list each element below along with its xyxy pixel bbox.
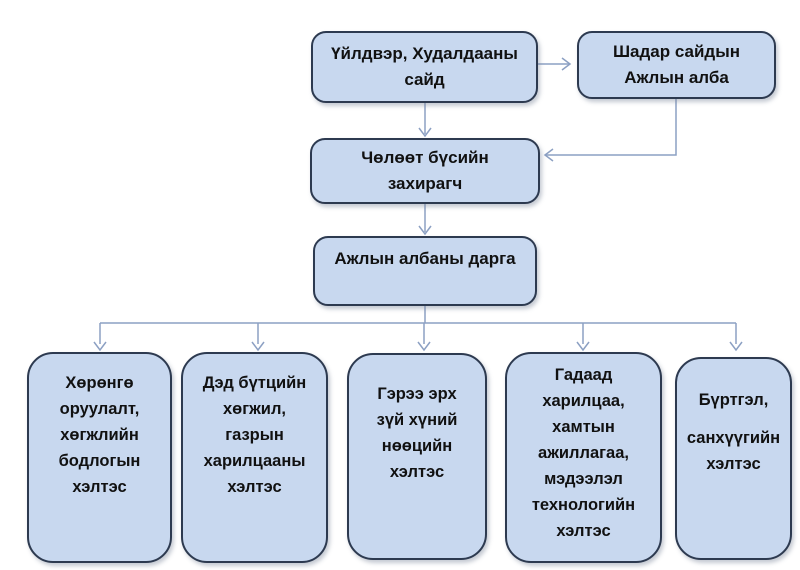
node-infrastructure-dept: Дэд бүтцийн хөгжил, газрын харилцааны хэлтэс bbox=[181, 352, 328, 563]
node-legal-hr-dept: Гэрээ эрх зүй хүний нөөцийн хэлтэс bbox=[347, 353, 487, 560]
node-deputy-minister-office bbox=[577, 31, 776, 99]
node-free-zone-governor bbox=[310, 138, 540, 204]
node-foreign-relations-dept: Гадаад харилцаа, хамтын ажиллагаа, мэдээлэл технологийн хэлтэс bbox=[505, 352, 662, 563]
node-investment-dept: Хөрөнгө оруулалт, хөгжлийн бодлогын хэлтэс bbox=[27, 352, 172, 563]
node-minister-line: Үйлдвэр, Худалдааны bbox=[331, 44, 518, 63]
node-governor-line: Чөлөөт бүсийн bbox=[361, 148, 489, 167]
node-registration-finance-dept: Бүртгэл, санхүүгийн хэлтэс bbox=[675, 357, 792, 560]
node-minister-line: сайд bbox=[404, 70, 445, 89]
node-governor-line: захирагч bbox=[387, 174, 463, 193]
arrow-minister-to-governor bbox=[419, 103, 431, 136]
node-office-head bbox=[313, 236, 537, 306]
node-office-head-line: Ажлын албаны дарга bbox=[334, 249, 516, 268]
node-minister bbox=[311, 31, 538, 103]
arrow-office-head-to-departments bbox=[94, 306, 742, 350]
arrow-deputy-office-to-governor bbox=[545, 99, 676, 161]
node-deputy-office-line: Ажлын алба bbox=[624, 68, 729, 87]
arrow-governor-to-office-head bbox=[419, 204, 431, 234]
node-deputy-office-line: Шадар сайдын bbox=[612, 42, 741, 61]
arrow-minister-to-deputy-office bbox=[538, 58, 570, 70]
